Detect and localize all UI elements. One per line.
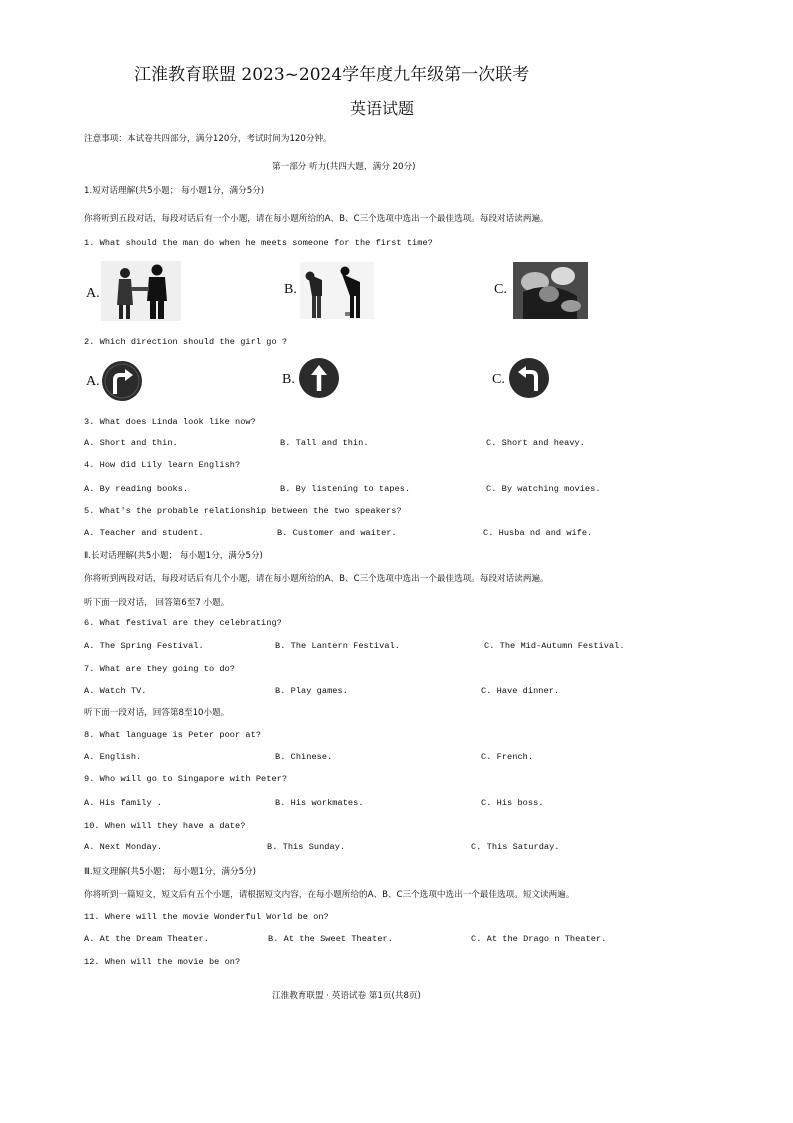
section3-title: Ⅲ.短文理解(共5小题； 每小题1分，满分5分): [84, 867, 256, 877]
q10-option-b: B. This Sunday.: [267, 842, 346, 852]
q9-option-c: C. His boss.: [481, 798, 544, 808]
q10-option-c: C. This Saturday.: [471, 842, 560, 852]
q1-label-a: A.: [86, 286, 100, 301]
section1-instruction: 你将听到五段对话，每段对话后有一个小题，请在每小题所给的A、B、C三个选项中选出一个最佳选项。每段对话读两遍。: [84, 214, 549, 224]
part1-title: 第一部分 听力(共四大题，满分 20分): [272, 162, 416, 172]
section2-sub2: 听下面一段对话，回答第8至10小题。: [84, 708, 230, 718]
q1-label-c: C.: [494, 282, 507, 297]
q10-option-a: A. Next Monday.: [84, 842, 163, 852]
q1-text: 1. What should the man do when he meets someone for the first time?: [84, 238, 433, 248]
q10-text: 10. When will they have a date?: [84, 821, 246, 831]
exam-subtitle: 英语试题: [350, 99, 415, 118]
q3-option-a: A. Short and thin.: [84, 438, 178, 448]
q8-text: 8. What language is Peter poor at?: [84, 730, 262, 740]
q11-option-a: A. At the Dream Theater.: [84, 934, 209, 944]
q6-option-c: C. The Mid-Autumn Festival.: [484, 641, 625, 651]
notice: 注意事项：本试卷共四部分，满分120分，考试时间为120分钟。: [84, 134, 332, 144]
q11-option-c: C. At the Drago n Theater.: [471, 934, 607, 944]
q8-option-b: B. Chinese.: [275, 752, 333, 762]
q9-option-b: B. His workmates.: [275, 798, 364, 808]
q5-option-c: C. Husba nd and wife.: [483, 528, 593, 538]
q3-option-c: C. Short and heavy.: [486, 438, 585, 448]
q2-text: 2. Which direction should the girl go ?: [84, 337, 288, 347]
bowing-photo-icon: [300, 262, 374, 319]
section1-title: 1.短对话理解(共5小题； 每小题1分，满分5分): [84, 186, 265, 196]
q7-option-b: B. Play games.: [275, 686, 348, 696]
q6-option-b: B. The Lantern Festival.: [275, 641, 400, 651]
section2-title: Ⅱ.长对话理解(共5小题； 每小题1分，满分5分): [84, 551, 263, 561]
exam-title: 江淮教育联盟 2023~2024学年度九年级第一次联考: [134, 65, 530, 85]
section3-instruction: 你将听到一篇短文，短文后有五个小题，请根据短文内容，在每小题所给的A、B、C三个选项中选出一个最佳选项。短文读两遍。: [84, 890, 575, 900]
q5-text: 5. What's the probable relationship between the two speakers?: [84, 506, 402, 516]
q4-option-a: A. By reading books.: [84, 484, 189, 494]
q2-label-a: A.: [86, 374, 100, 389]
q11-option-b: B. At the Sweet Theater.: [268, 934, 393, 944]
q5-option-a: A. Teacher and student.: [84, 528, 204, 538]
q12-text: 12. When will the movie be on?: [84, 957, 241, 967]
q2-label-b: B.: [282, 372, 295, 387]
q2-label-c: C.: [492, 372, 505, 387]
q7-option-c: C. Have dinner.: [481, 686, 560, 696]
q8-option-a: A. English.: [84, 752, 142, 762]
q6-option-a: A. The Spring Festival.: [84, 641, 204, 651]
q4-text: 4. How did Lily learn English?: [84, 460, 241, 470]
q3-text: 3. What does Linda look like now?: [84, 417, 256, 427]
q4-option-b: B. By listening to tapes.: [280, 484, 411, 494]
q9-option-a: A. His family .: [84, 798, 163, 808]
q4-option-c: C. By watching movies.: [486, 484, 601, 494]
q9-text: 9. Who will go to Singapore with Peter?: [84, 774, 288, 784]
q3-option-b: B. Tall and thin.: [280, 438, 369, 448]
hug-photo-icon: [513, 262, 588, 319]
straight-arrow-icon: [298, 357, 340, 399]
q1-label-b: B.: [284, 282, 297, 297]
section2-instruction: 你将听到两段对话，每段对话后有几个小题，请在每小题所给的A、B、C三个选项中选出一个最佳选项。每段对话读两遍。: [84, 574, 549, 584]
q7-text: 7. What are they going to do?: [84, 664, 236, 674]
turn-left-arrow-icon: [508, 357, 550, 399]
q11-text: 11. Where will the movie Wonderful World be on?: [84, 912, 329, 922]
turn-right-arrow-icon: [101, 360, 143, 402]
handshake-photo-icon: [101, 261, 181, 321]
page-footer: 江淮教育联盟 · 英语试卷 第1页(共8页): [272, 991, 421, 1001]
section2-sub1: 听下面一段对话， 回答第6至7 小题。: [84, 598, 230, 608]
q5-option-b: B. Customer and waiter.: [277, 528, 397, 538]
q6-text: 6. What festival are they celebrating?: [84, 618, 282, 628]
q7-option-a: A. Watch TV.: [84, 686, 147, 696]
q8-option-c: C. French.: [481, 752, 534, 762]
